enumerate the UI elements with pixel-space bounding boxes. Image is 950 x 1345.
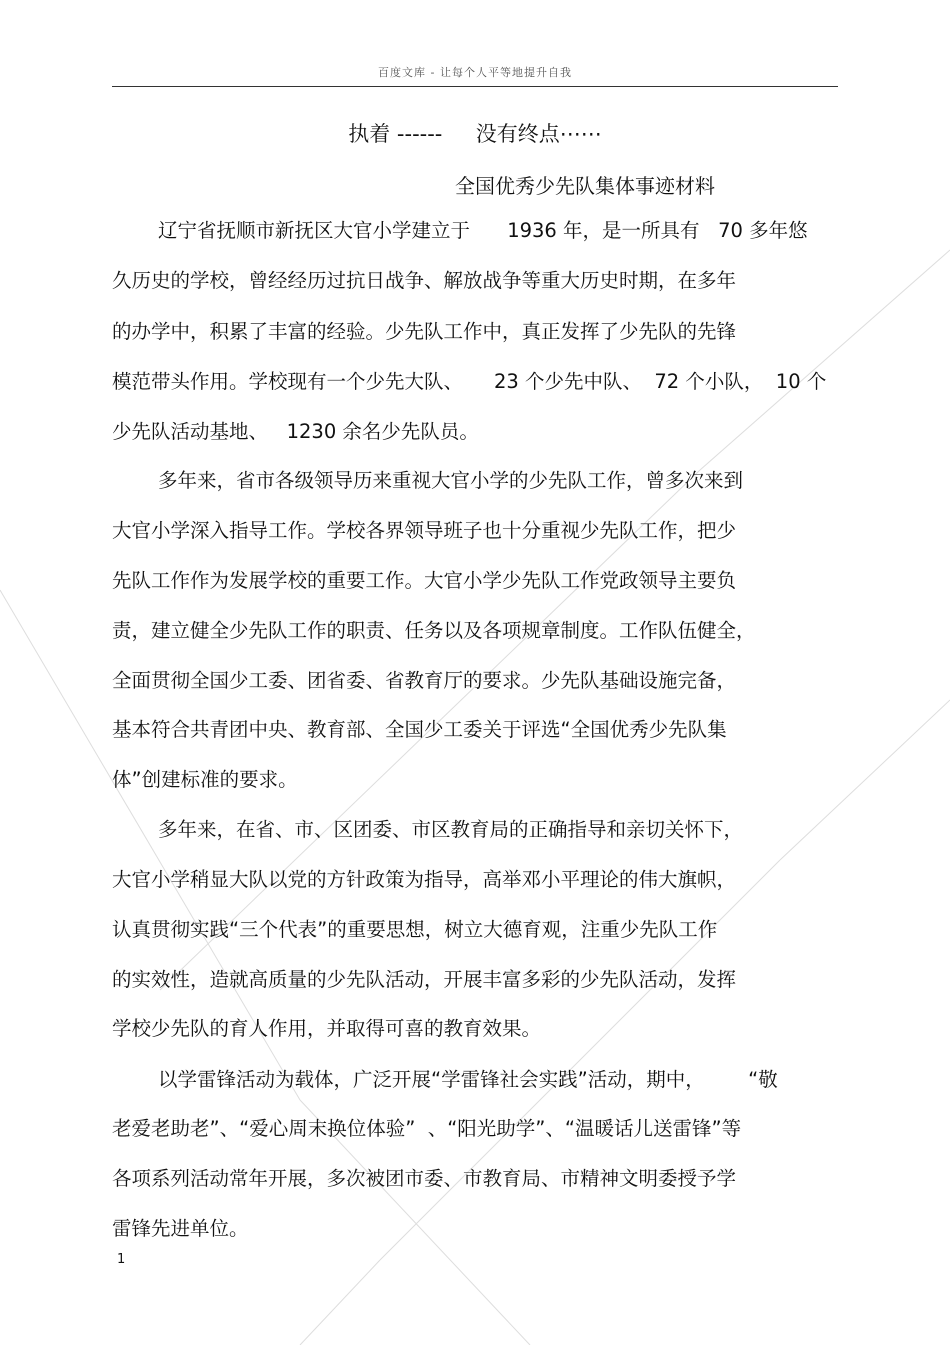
page-number: 1 [117,1252,126,1267]
body-line: 辽宁省抚顺市新抚区大官小学建立于 1936 年，是一所具有 70 多年悠 [158,219,808,242]
body-line: 以学雷锋活动为载体，广泛开展“学雷锋社会实践”活动，期中， “敬 [158,1068,778,1091]
body-line: 各项系列活动常年开展，多次被团市委、市教育局、市精神文明委授予学 [112,1167,737,1190]
body-line: 全面贯彻全国少工委、团省委、省教育厅的要求。少先队基础设施完备， [112,669,737,692]
body-line: 久历史的学校，曾经经历过抗日战争、解放战争等重大历史时期，在多年 [112,269,737,292]
body-line: 大官小学稍显大队以党的方针政策为指导，高举邓小平理论的伟大旗帜， [112,868,737,891]
body-line: 体”创建标准的要求。 [112,768,298,791]
body-line: 老爱老助老”、“爱心周末换位体验” 、“阳光助学”、“温暖话儿送雷锋”等 [112,1117,742,1140]
document-title: 执着 ------ 没有终点⋯⋯ [348,122,602,146]
body-line: 基本符合共青团中央、教育部、全国少工委关于评选“全国优秀少先队集 [112,718,727,741]
document-subtitle: 全国优秀少先队集体事迹材料 [455,174,715,198]
body-line: 责，建立健全少先队工作的职责、任务以及各项规章制度。工作队伍健全， [112,619,756,642]
page-header: 百度文库 - 让每个人平等地提升自我 [378,66,572,79]
body-line: 大官小学深入指导工作。学校各界领导班子也十分重视少先队工作，把少 [112,519,737,542]
body-line: 少先队活动基地、 1230 余名少先队员。 [112,420,479,443]
body-line: 的办学中，积累了丰富的经验。少先队工作中，真正发挥了少先队的先锋 [112,320,737,343]
body-line: 多年来，省市各级领导历来重视大官小学的少先队工作，曾多次来到 [158,469,744,492]
body-line: 学校少先队的育人作用，并取得可喜的教育效果。 [112,1017,542,1040]
body-line: 模范带头作用。学校现有一个少先大队、 23 个少先中队、 72 个小队， 10 个 [112,370,827,393]
body-line: 多年来，在省、市、区团委、市区教育局的正确指导和亲切关怀下， [158,818,744,841]
body-line: 雷锋先进单位。 [112,1217,249,1240]
header-divider [112,86,838,87]
body-line: 认真贯彻实践“三个代表”的重要思想，树立大德育观，注重少先队工作 [112,918,718,941]
body-line: 的实效性，造就高质量的少先队活动，开展丰富多彩的少先队活动，发挥 [112,968,737,991]
body-line: 先队工作作为发展学校的重要工作。大官小学少先队工作党政领导主要负 [112,569,737,592]
